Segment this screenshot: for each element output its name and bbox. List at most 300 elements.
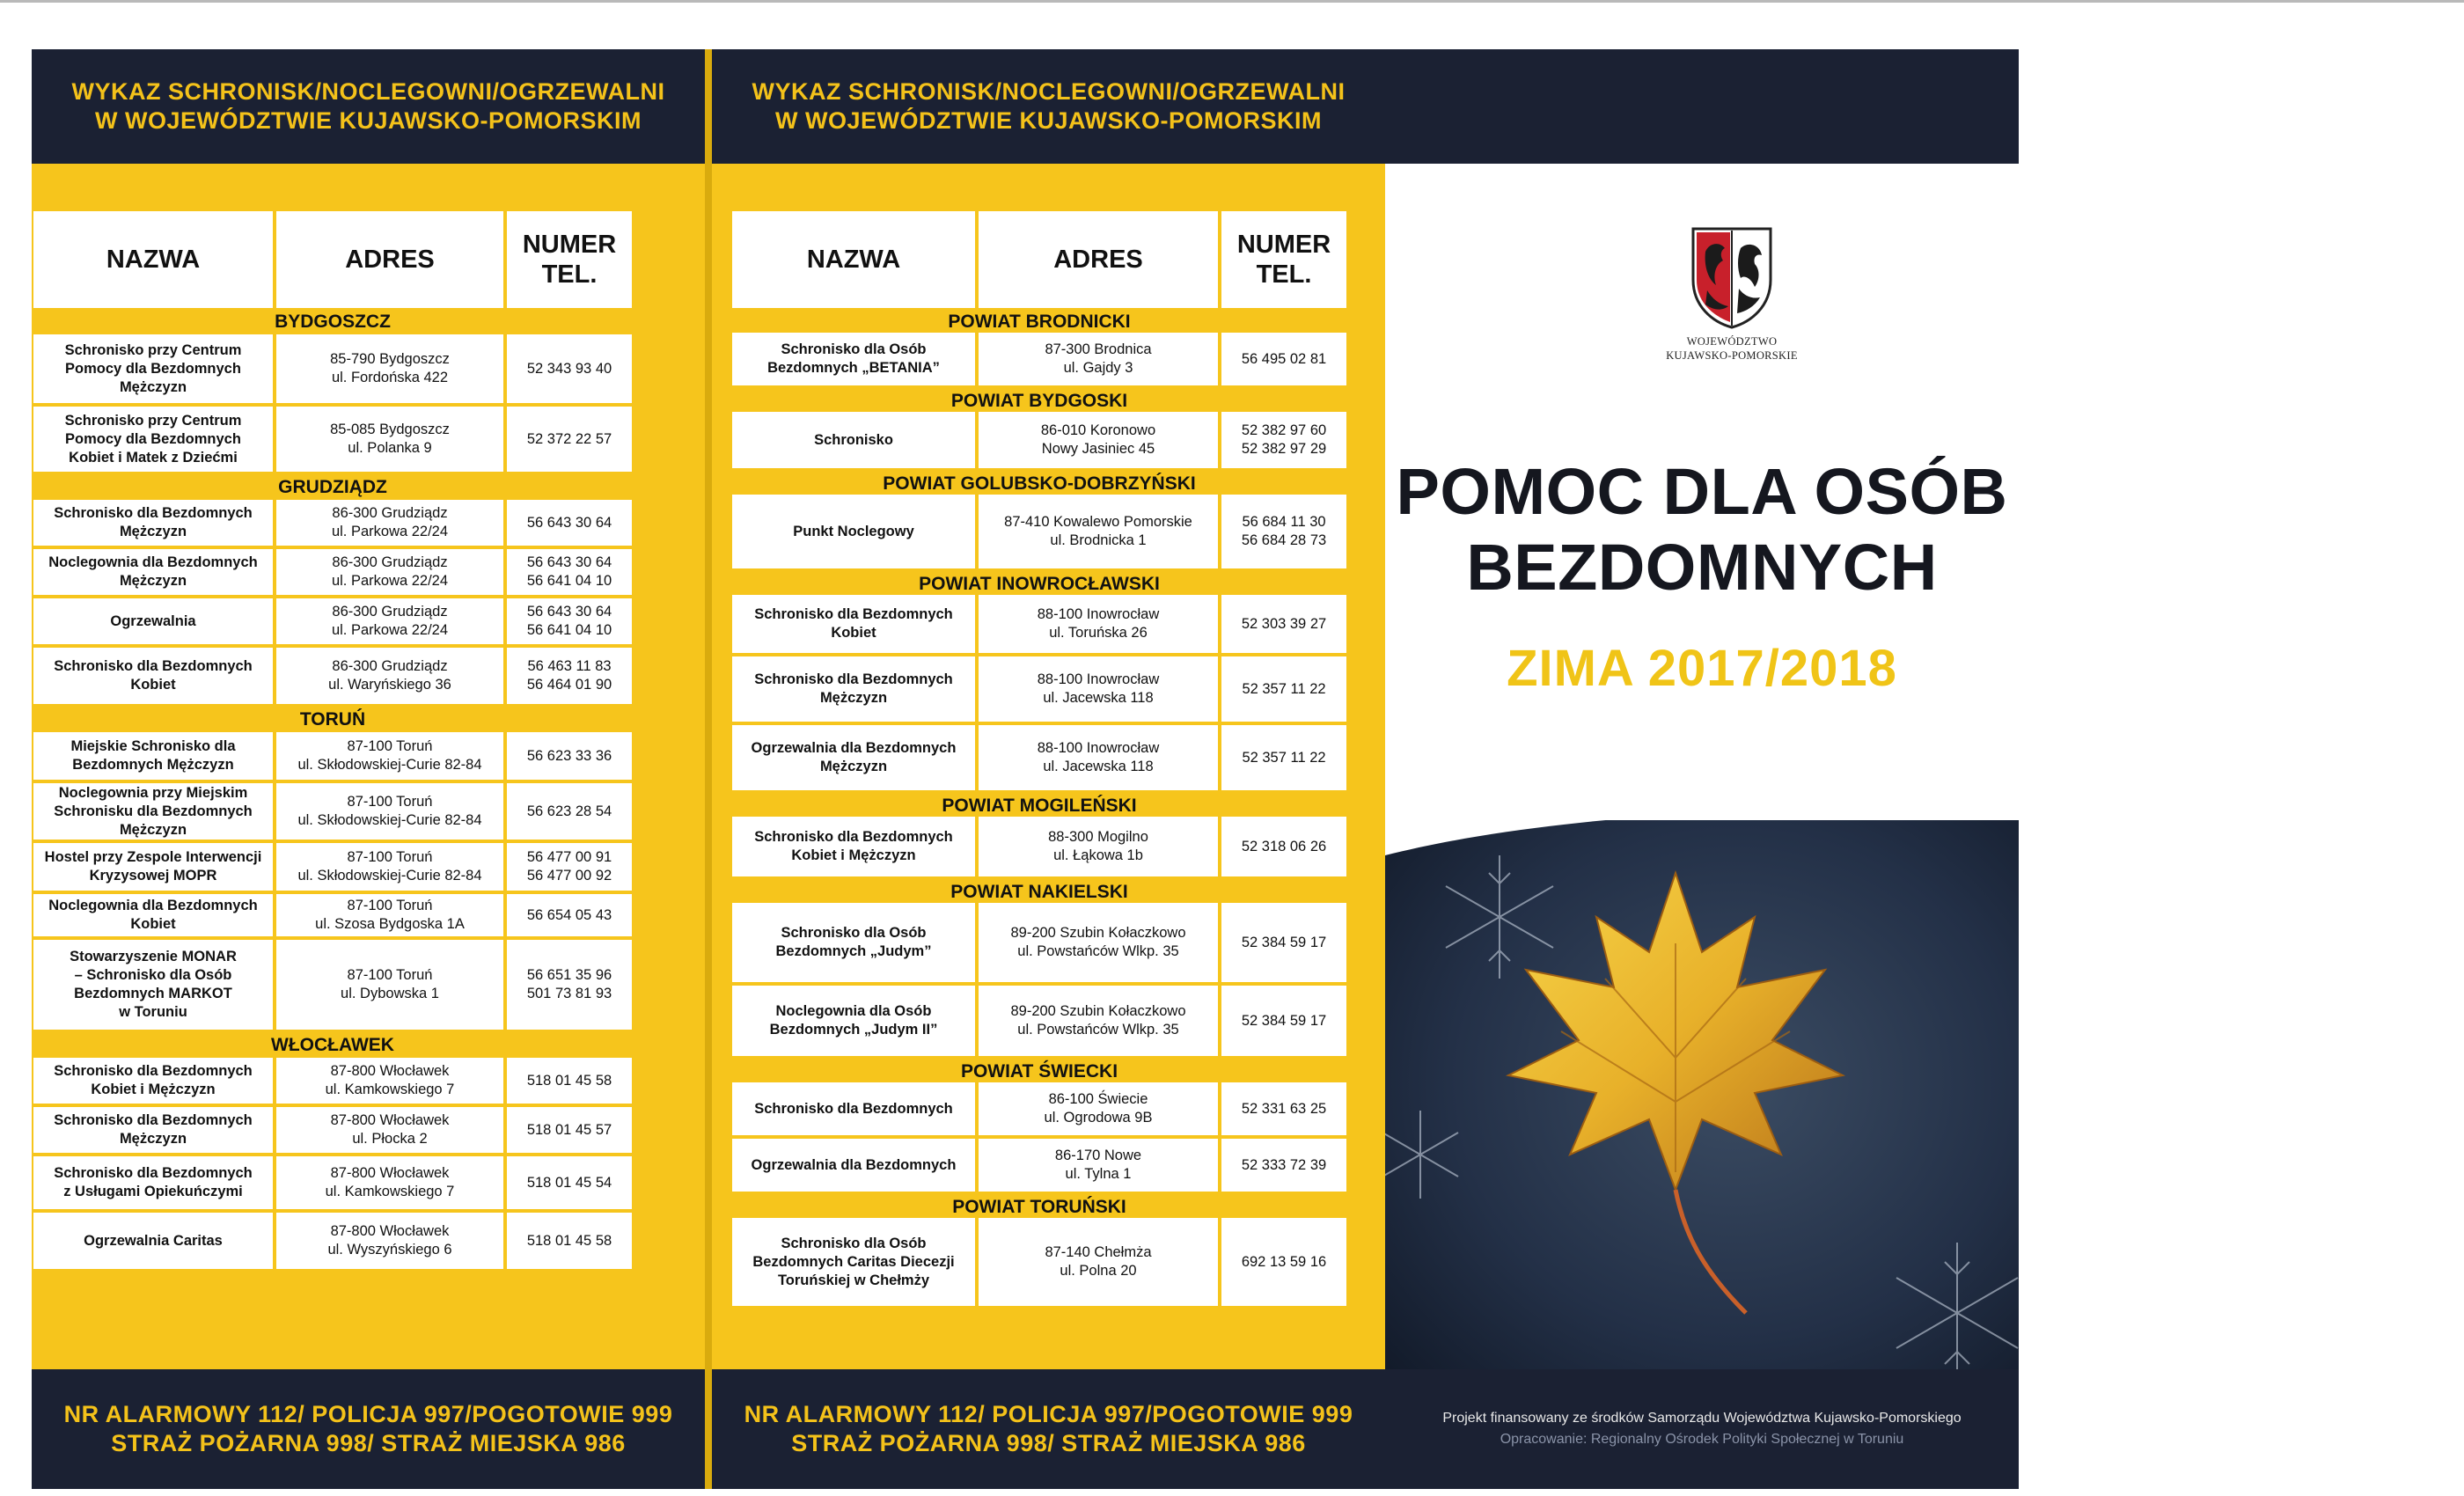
cell-phone-text — [1242, 749, 1325, 767]
cell-name-text-line: Mężczyzn — [819, 690, 888, 706]
column-header-name — [33, 211, 276, 308]
cell-name-text-line: Schronisko dla Bezdomnych — [54, 505, 253, 521]
cell-address — [276, 732, 507, 780]
cell-phone-text — [527, 1072, 612, 1090]
cover-title-line-2: BEZDOMNYCH — [1466, 531, 1938, 604]
cell-phone-text-line: 56 654 05 43 — [526, 906, 612, 923]
season-label: ZIMA 2017/2018 — [1507, 640, 1897, 697]
cell-phone-text — [527, 1174, 612, 1192]
cell-name-text-line: Noclegownia dla Osób — [775, 1003, 932, 1019]
cell-address — [979, 495, 1221, 568]
cell-name-text — [754, 671, 953, 708]
cell-name-text-line: Kobiet — [130, 677, 176, 693]
cell-phone-text-line: 56 643 30 64 — [526, 514, 612, 531]
cell-phone-text-line: 518 01 45 58 — [526, 1072, 612, 1089]
cell-phone — [507, 1213, 632, 1269]
cell-name — [732, 986, 979, 1056]
cell-address-text-line: 87-100 Toruń — [347, 794, 433, 810]
cell-phone — [1221, 817, 1346, 876]
cell-address — [979, 986, 1221, 1056]
cell-phone — [1221, 595, 1346, 653]
cell-phone-text — [527, 1232, 612, 1250]
cell-phone-text-line: 56 643 30 64 — [526, 604, 612, 620]
column-header-address-text — [1053, 245, 1143, 275]
table-row — [732, 656, 1346, 722]
cell-phone-text — [1242, 513, 1326, 550]
cell-name — [33, 500, 276, 546]
cell-phone-text-line: 56 641 04 10 — [526, 573, 612, 589]
column-header-address-text-line: ADRES — [345, 246, 435, 274]
cell-name-text-line: Pomocy dla Bezdomnych — [65, 360, 241, 377]
funding-note: Projekt finansowany ze środków Samorządu Województwa Kujawsko-Pomorskiego — [1442, 1411, 1962, 1426]
cell-name-text-line: Kobiet — [130, 916, 176, 932]
voivodeship-line-2: KUJAWSKO-POMORSKIE — [1666, 349, 1798, 362]
emergency-line-2: STRAŻ POŻARNA 998/ STRAŻ MIEJSKA 986 — [111, 1430, 626, 1456]
cell-phone-text-line: 56 477 00 92 — [526, 868, 612, 884]
column-header-address-text-line: ADRES — [1053, 246, 1143, 274]
cell-address — [276, 1058, 507, 1104]
coat-of-arms-icon — [1690, 225, 1774, 331]
cell-phone — [507, 549, 632, 595]
cell-phone-text — [1242, 615, 1326, 634]
cell-address-text-line: 87-100 Toruń — [347, 738, 433, 754]
cell-name — [33, 334, 276, 403]
cell-name-text — [752, 1235, 954, 1290]
cell-phone — [507, 407, 632, 472]
cell-address-text-line: 87-800 Włocławek — [330, 1112, 450, 1128]
cell-name-text — [70, 737, 235, 774]
cell-phone-text-line: 56 684 11 30 — [1242, 514, 1326, 530]
cell-address-text — [1045, 1090, 1153, 1127]
cell-name — [33, 894, 276, 936]
cell-address-text-line: 88-300 Mogilno — [1048, 829, 1148, 845]
cell-address-text-line: ul. Parkowa 22/24 — [331, 573, 449, 589]
cell-name — [732, 1218, 979, 1306]
cell-address-text-line: ul. Brodnicka 1 — [1050, 532, 1147, 548]
table-row — [732, 817, 1346, 876]
table-row — [732, 986, 1346, 1056]
cell-name — [732, 1139, 979, 1192]
cell-name-text-line: Kobiet i Matek z Dziećmi — [69, 449, 238, 466]
cell-name-text — [65, 341, 242, 397]
cell-name-text-line: Hostel przy Zespole Interwencji — [44, 849, 262, 865]
cell-address — [979, 1139, 1221, 1192]
cell-address — [276, 940, 507, 1030]
cell-phone-text-line: 518 01 45 54 — [526, 1174, 612, 1191]
cell-phone-text-line: 56 464 01 90 — [526, 677, 612, 693]
cell-phone-text-line: 56 495 02 81 — [1241, 350, 1327, 367]
cell-name-text — [70, 948, 237, 1022]
cell-name-text — [65, 412, 242, 467]
table-row — [33, 894, 632, 936]
cell-name — [732, 903, 979, 982]
cell-name — [33, 732, 276, 780]
cell-name-text-line: Miejskie Schronisko dla — [70, 738, 236, 754]
cell-name-text-line: Pomocy dla Bezdomnych — [65, 430, 241, 447]
cell-address — [979, 1082, 1221, 1135]
cell-address-text — [1045, 1243, 1151, 1280]
autumn-leaf-photo — [1385, 820, 2019, 1369]
cell-address-text-line: ul. Płocka 2 — [352, 1131, 428, 1147]
cell-address-text — [297, 737, 481, 774]
column-header-name-text — [807, 245, 900, 275]
cell-address-text-line: 86-170 Nowe — [1054, 1148, 1142, 1163]
cell-phone-text-line: 52 343 93 40 — [526, 360, 612, 377]
cell-phone — [507, 648, 632, 704]
cell-address-text-line: 85-085 Bydgoszcz — [330, 422, 450, 437]
cell-address-text-line: ul. Toruńska 26 — [1049, 625, 1148, 641]
cell-address-text-line: 88-100 Inowrocław — [1037, 606, 1160, 622]
cell-address-text — [1038, 605, 1160, 642]
column-header-phone — [1221, 211, 1346, 308]
cell-address — [276, 334, 507, 403]
column-header-name — [732, 211, 979, 308]
cell-name-text-line: Mężczyzn — [119, 378, 187, 395]
cell-phone — [507, 1156, 632, 1209]
cell-phone-text-line: 56 641 04 10 — [526, 622, 612, 638]
column-header-phone-text — [523, 230, 616, 290]
cell-phone-text — [1242, 422, 1326, 458]
cell-name-text-line: Kobiet — [831, 625, 876, 641]
cell-name-text — [54, 784, 253, 840]
cell-address-text — [328, 657, 451, 694]
cell-address-text-line: ul. Skłodowskiej-Curie 82-84 — [297, 757, 482, 773]
cell-address — [276, 648, 507, 704]
cell-phone-text-line: 518 01 45 57 — [526, 1121, 612, 1138]
section-heading: BYDGOSZCZ — [275, 312, 391, 332]
cover-panel — [1385, 49, 2019, 1489]
cell-address-text-line: 86-300 Grudziądz — [332, 658, 448, 674]
section-heading: POWIAT TORUŃSKI — [952, 1197, 1126, 1217]
cell-name-text-line: Schronisko dla Osób — [781, 341, 927, 357]
cell-name-text-line: Schronisko dla Bezdomnych — [54, 1112, 253, 1128]
cell-name-text-line: Mężczyzn — [119, 524, 187, 539]
cell-address-text — [327, 1222, 451, 1259]
cell-phone-text — [1242, 838, 1326, 856]
table-header-row — [732, 211, 1346, 308]
cell-name — [33, 1156, 276, 1209]
cell-phone-text-line: 518 01 45 58 — [526, 1232, 612, 1249]
cell-address-text — [297, 848, 481, 885]
cell-name-text-line: Schronisko przy Centrum — [64, 412, 242, 429]
cell-phone-text-line: 56 463 11 83 — [527, 658, 612, 674]
cell-name — [33, 783, 276, 840]
cell-name-text — [54, 657, 253, 694]
section-heading: POWIAT BYDGOSKI — [950, 391, 1128, 411]
cell-address-text — [1048, 828, 1148, 865]
panel-header — [712, 49, 1385, 164]
cell-address-text — [330, 350, 450, 387]
cell-phone-text — [527, 747, 612, 766]
cell-name — [33, 843, 276, 891]
cell-address-text-line: ul. Powstańców Wlkp. 35 — [1017, 1022, 1179, 1038]
cell-address-text-line: 87-800 Włocławek — [330, 1063, 450, 1079]
table-row — [732, 595, 1346, 653]
cell-name-text-line: Bezdomnych Mężczyzn — [72, 757, 234, 773]
cell-address-text-line: ul. Polna 20 — [1060, 1263, 1137, 1279]
cell-address — [979, 1218, 1221, 1306]
cell-phone — [1221, 1139, 1346, 1192]
cell-address — [276, 549, 507, 595]
cell-phone-text — [527, 360, 612, 378]
cell-address-text — [332, 504, 448, 541]
panel-list-counties — [712, 49, 1385, 1489]
cell-name-text-line: Bezdomnych MARKOT — [74, 986, 232, 1001]
cell-address-text-line: ul. Parkowa 22/24 — [331, 524, 449, 539]
cell-name-text-line: Ogrzewalnia dla Bezdomnych — [751, 1156, 957, 1173]
table-header-row — [33, 211, 632, 308]
cell-phone-text — [527, 514, 612, 532]
voivodeship-line-1: WOJEWÓDZTWO — [1686, 335, 1778, 348]
cell-name-text-line: Mężczyzn — [119, 821, 187, 838]
cell-phone-text — [1242, 350, 1326, 369]
cell-name — [732, 333, 979, 385]
section-heading: POWIAT NAKIELSKI — [950, 882, 1128, 902]
cell-phone-text-line: 501 73 81 93 — [526, 986, 612, 1001]
cell-address-text-line: ul. Parkowa 22/24 — [331, 622, 449, 638]
cell-address-text — [326, 1062, 455, 1099]
cell-address-text-line: ul. Kamkowskiego 7 — [325, 1184, 455, 1199]
cell-name-text-line: Mężczyzn — [819, 759, 888, 774]
cell-address-text-line: ul. Tylna 1 — [1065, 1166, 1132, 1182]
table-row — [33, 407, 632, 472]
cell-phone-text-line: 56 623 28 54 — [526, 803, 612, 819]
cell-name-text — [110, 612, 195, 631]
cell-name — [732, 725, 979, 790]
section-heading: POWIAT INOWROCŁAWSKI — [919, 574, 1160, 594]
cell-phone — [1221, 725, 1346, 790]
table-row — [33, 1156, 632, 1209]
cell-name-text-line: Kobiet i Mężczyzn — [91, 1082, 216, 1097]
cell-phone — [507, 732, 632, 780]
cell-address-text-line: 89-200 Szubin Kołaczkowo — [1010, 1003, 1186, 1019]
emergency-numbers — [712, 1369, 1385, 1489]
cell-phone-text — [527, 430, 612, 449]
cell-address-text — [331, 1111, 450, 1148]
cell-address-text-line: 87-300 Brodnica — [1045, 341, 1152, 357]
cell-name-text-line: Schronisko dla Bezdomnych — [754, 671, 953, 687]
cell-name — [33, 940, 276, 1030]
table-row — [33, 1058, 632, 1104]
panel-title-line-2: W WOJEWÓDZTWIE KUJAWSKO-POMORSKIM — [95, 107, 642, 134]
table-row — [33, 843, 632, 891]
table-row — [33, 732, 632, 780]
cell-address-text-line: ul. Gajdy 3 — [1063, 360, 1133, 376]
cell-name-text-line: Ogrzewalnia Caritas — [84, 1232, 223, 1249]
cell-name-text-line: Schronisko dla Bezdomnych — [754, 606, 953, 622]
cell-name-text — [48, 554, 257, 590]
cell-address — [276, 1213, 507, 1269]
cell-address — [276, 1156, 507, 1209]
cell-address-text — [330, 421, 450, 458]
cell-name-text-line: Noclegownia dla Bezdomnych — [48, 554, 258, 570]
table-row — [732, 1139, 1346, 1192]
cell-phone-text — [527, 657, 612, 694]
section-heading: TORUŃ — [299, 709, 366, 730]
cell-address-text-line: ul. Polanka 9 — [348, 440, 432, 456]
cell-address-text — [315, 897, 465, 934]
cell-address-text — [1010, 924, 1185, 961]
cover-title — [1385, 454, 2019, 605]
cell-name-text-line: Stowarzyszenie MONAR — [70, 949, 237, 964]
cell-phone — [507, 894, 632, 936]
cell-phone-text-line: 52 384 59 17 — [1241, 934, 1327, 950]
cell-name — [732, 656, 979, 722]
panel-title-line-2: W WOJEWÓDZTWIE KUJAWSKO-POMORSKIM — [775, 107, 1322, 134]
cell-name — [33, 1058, 276, 1104]
cell-phone-text — [527, 966, 612, 1003]
cell-phone-text-line: 52 331 63 25 — [1241, 1100, 1327, 1117]
table-row — [732, 412, 1346, 468]
cell-address — [276, 1107, 507, 1153]
cell-address — [979, 903, 1221, 982]
cell-address-text — [297, 793, 481, 830]
cell-address-text — [1004, 513, 1192, 550]
cell-address-text-line: 87-800 Włocławek — [330, 1223, 450, 1239]
cell-address-text — [341, 966, 439, 1003]
cell-address-text-line: 87-410 Kowalewo Pomorskie — [1004, 514, 1192, 530]
table-row — [33, 648, 632, 704]
cell-address-text-line: 88-100 Inowrocław — [1037, 740, 1160, 756]
cell-address-text-line: 87-140 Chełmża — [1045, 1244, 1152, 1260]
cell-name — [33, 407, 276, 472]
cell-phone-text — [527, 906, 612, 925]
cell-name-text-line: Schronisko dla Bezdomnych — [54, 658, 253, 674]
table-row — [732, 495, 1346, 568]
cell-address — [276, 783, 507, 840]
cell-phone-text-line: 52 318 06 26 — [1241, 838, 1327, 854]
voivodeship-name — [1632, 334, 1832, 363]
cell-name-text-line: Ogrzewalnia — [110, 612, 196, 629]
cell-address-text-line: ul. Ogrodowa 9B — [1044, 1110, 1153, 1126]
cell-phone — [507, 598, 632, 644]
cell-phone — [507, 940, 632, 1030]
cell-name-text-line: Schronisko dla Bezdomnych — [754, 1100, 953, 1117]
cell-phone — [1221, 903, 1346, 982]
cell-name — [33, 1107, 276, 1153]
cell-name-text-line: Schronisko — [814, 431, 893, 448]
cell-name-text — [54, 504, 253, 541]
cell-name-text-line: Kobiet i Mężczyzn — [791, 847, 916, 863]
cell-phone-text-line: 52 303 39 27 — [1241, 615, 1327, 632]
cell-name-text — [54, 1164, 253, 1201]
cell-address-text-line: 86-300 Grudziądz — [332, 554, 448, 570]
cell-name — [732, 1082, 979, 1135]
cell-address-text — [326, 1164, 455, 1201]
section-heading: POWIAT BRODNICKI — [948, 312, 1131, 332]
cell-address-text-line: ul. Skłodowskiej-Curie 82-84 — [297, 868, 482, 884]
cell-name-text-line: Mężczyzn — [119, 573, 187, 589]
panel-list-cities — [32, 49, 705, 1489]
cell-name-text — [48, 897, 257, 934]
cell-name-text-line: – Schronisko dla Osób — [74, 967, 232, 983]
cell-name — [33, 549, 276, 595]
cell-address — [979, 817, 1221, 876]
cell-phone-text — [527, 603, 612, 640]
table-row — [732, 725, 1346, 790]
cell-address-text-line: ul. Kamkowskiego 7 — [325, 1082, 455, 1097]
cell-name-text — [754, 1100, 953, 1118]
cover-header-band — [1385, 49, 2019, 164]
cell-name-text-line: Toruńskiej w Chełmży — [777, 1272, 930, 1288]
table-row — [33, 940, 632, 1030]
cell-phone-text — [1242, 1012, 1326, 1030]
cell-name-text — [767, 341, 940, 378]
column-header-name-text — [106, 245, 200, 275]
cell-phone-text-line: 56 623 33 36 — [526, 747, 612, 764]
cell-address-text-line: 86-300 Grudziądz — [332, 505, 448, 521]
cell-address — [276, 500, 507, 546]
section-heading: POWIAT GOLUBSKO-DOBRZYŃSKI — [883, 473, 1196, 494]
cell-address-text-line: ul. Wyszyńskiego 6 — [327, 1242, 452, 1258]
cover-footer — [1385, 1369, 2019, 1489]
cell-address-text-line: Nowy Jasiniec 45 — [1041, 441, 1155, 457]
cell-address — [979, 333, 1221, 385]
cell-phone — [1221, 412, 1346, 468]
cell-address — [979, 656, 1221, 722]
cell-name-text-line: Bezdomnych „Judym II” — [769, 1022, 938, 1038]
cell-phone-text — [527, 554, 612, 590]
cell-name-text-line: Schronisko dla Bezdomnych — [54, 1165, 253, 1181]
cell-phone — [507, 1058, 632, 1104]
cell-phone-text-line: 692 13 59 16 — [1241, 1253, 1327, 1270]
cell-phone — [1221, 333, 1346, 385]
cell-address-text — [1045, 341, 1151, 378]
cell-phone-text-line: 52 357 11 22 — [1242, 680, 1326, 697]
cell-address-text-line: 89-200 Szubin Kołaczkowo — [1010, 925, 1186, 941]
brochure-sheet — [32, 49, 2019, 1489]
cell-name — [732, 817, 979, 876]
cell-address-text-line: 87-100 Toruń — [347, 967, 433, 983]
cell-name-text-line: Schronisko dla Bezdomnych — [754, 829, 953, 845]
section-heading: WŁOCŁAWEK — [271, 1035, 394, 1055]
cell-address-text-line: 87-800 Włocławek — [330, 1165, 450, 1181]
cell-address — [979, 595, 1221, 653]
cell-address-text-line: ul. Fordońska 422 — [331, 370, 449, 385]
cell-address — [979, 412, 1221, 468]
cell-name — [33, 598, 276, 644]
cell-phone-text-line: 56 651 35 96 — [526, 967, 612, 983]
cell-name-text — [54, 1062, 253, 1099]
cell-phone — [1221, 656, 1346, 722]
cell-name-text — [814, 431, 893, 450]
cell-phone-text — [1242, 680, 1325, 699]
table-row — [732, 333, 1346, 385]
cell-name-text — [793, 523, 914, 541]
cell-address-text-line: ul. Powstańców Wlkp. 35 — [1017, 943, 1179, 959]
column-header-phone-text-line: NUMER — [522, 231, 617, 259]
column-header-phone-text-line: TEL. — [1256, 260, 1312, 289]
column-header-phone — [507, 211, 632, 308]
panel-title-line-1: WYKAZ SCHRONISK/NOCLEGOWNI/OGRZEWALNI — [752, 78, 1346, 105]
cell-name — [33, 648, 276, 704]
table-row — [33, 598, 632, 644]
emergency-numbers — [32, 1369, 705, 1489]
cell-address-text-line: 87-100 Toruń — [347, 898, 433, 913]
cell-name-text — [776, 924, 932, 961]
cell-address-text — [1010, 1002, 1185, 1039]
cell-name-text-line: Kryzysowej MOPR — [89, 868, 217, 884]
cell-address — [276, 598, 507, 644]
cell-phone-text-line: 52 333 72 39 — [1241, 1156, 1327, 1173]
cell-phone-text-line: 52 382 97 29 — [1241, 441, 1327, 457]
cell-name-text — [754, 828, 953, 865]
table-row — [33, 1213, 632, 1269]
column-header-address — [276, 211, 507, 308]
fold-line — [705, 49, 712, 1489]
emergency-line-2: STRAŻ POŻARNA 998/ STRAŻ MIEJSKA 986 — [791, 1430, 1306, 1456]
cell-phone-text-line: 52 372 22 57 — [526, 430, 612, 447]
